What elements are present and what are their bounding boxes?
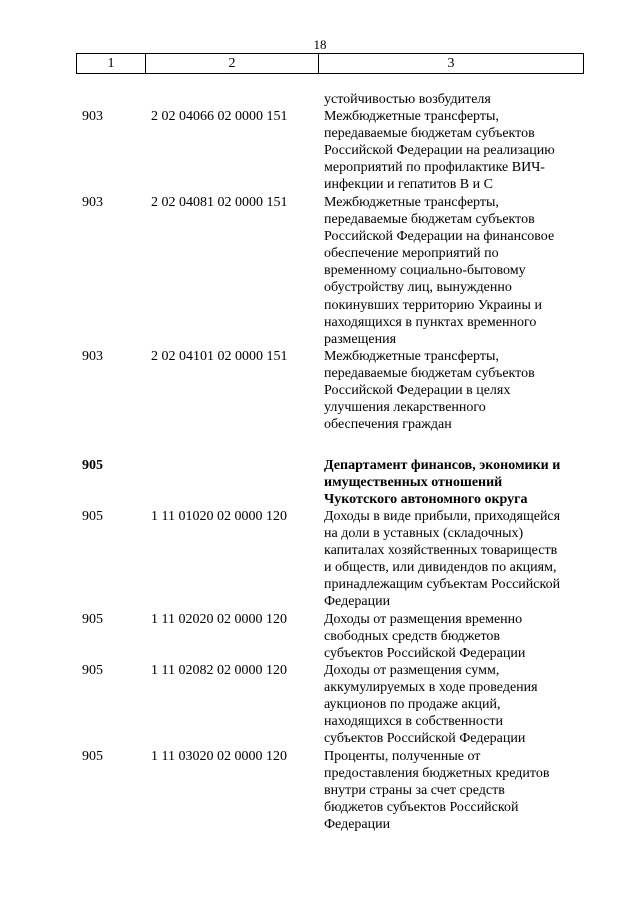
revenue-description: Доходы в виде прибыли, приходящейся на доли в уставных (складочных) капиталах хозяйственных товариществ и обществ, или дивидендов по акциям, принадлежащим субъектам Российской Федерации [324, 509, 561, 610]
admin-code: 905 [82, 509, 103, 524]
revenue-code: 1 11 02082 02 0000 120 [151, 663, 287, 678]
header-col-1: 1 [77, 54, 146, 73]
header-col-3: 3 [447, 56, 455, 71]
revenue-description: устойчивостью возбудителя [324, 92, 491, 107]
revenue-description: Межбюджетные трансферты, передаваемые бюджетам субъектов Российской Федерации на финансовое обеспечение мероприятий по временному социально-бытовому обустройству лиц, вынужденно покинувших территорию Украины и находящихся в пунктах временного размещения [324, 195, 555, 347]
revenue-description: Доходы от размещения временно свободных средств бюджетов субъектов Российской Федерации [324, 612, 526, 662]
admin-code: 905 [82, 749, 103, 764]
revenue-code: 1 11 01020 02 0000 120 [151, 509, 287, 524]
section-title: Департамент финансов, экономики и имущественных отношений Чукотского автономного округа [324, 458, 561, 508]
admin-code: 905 [82, 458, 103, 473]
revenue-description: Межбюджетные трансферты, передаваемые бюджетам субъектов Российской Федерации в целях улучшения лекарственного обеспечения граждан [324, 349, 535, 433]
revenue-description: Проценты, полученные от предоставления бюджетных кредитов внутри страны за счет средств бюджетов субъектов Российской Федерации [324, 749, 550, 833]
revenue-code: 2 02 04101 02 0000 151 [151, 349, 288, 364]
admin-code: 905 [82, 663, 103, 678]
admin-code: 903 [82, 109, 103, 124]
admin-code: 903 [82, 349, 103, 364]
page-number: 18 [313, 37, 327, 52]
revenue-description: Межбюджетные трансферты, передаваемые бюджетам субъектов Российской Федерации на реализацию мероприятий по профилактике ВИЧ- инфекции и гепатитов В и С [324, 109, 555, 193]
admin-code: 905 [82, 612, 103, 627]
revenue-code: 1 11 02020 02 0000 120 [151, 612, 287, 627]
header-col-2: 2 [146, 54, 319, 73]
revenue-description: Доходы от размещения сумм, аккумулируемых в ходе проведения аукционов по продаже акций, находящихся в собственности субъектов Российской Федерации [324, 663, 538, 747]
revenue-code: 2 02 04066 02 0000 151 [151, 109, 288, 124]
revenue-code: 1 11 03020 02 0000 120 [151, 749, 287, 764]
admin-code: 903 [82, 195, 103, 210]
table-header [76, 53, 584, 74]
revenue-code: 2 02 04081 02 0000 151 [151, 195, 288, 210]
